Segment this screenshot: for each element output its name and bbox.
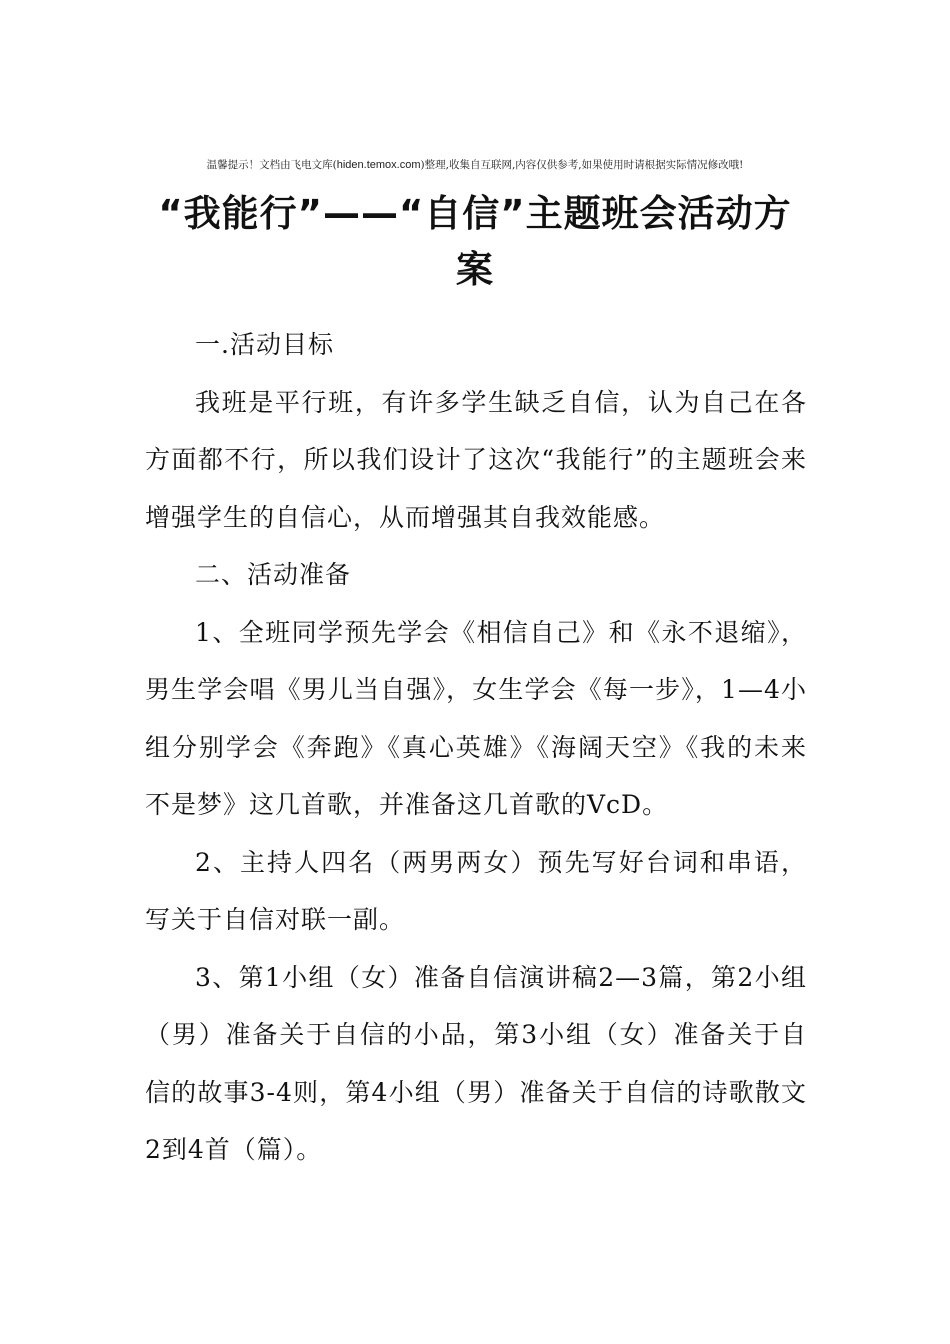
header-notice: [0, 157, 950, 172]
paragraph-goal: 我班是平行班，有许多学生缺乏自信，认为自己在各方面都不行，所以我们设计了这次“我能行”的主题班会来增强学生的自信心，从而增强其自我效能感。: [145, 387, 807, 532]
paragraph-prep-1: 1、全班同学预先学会《相信自己》和《永不退缩》，男生学会唱《男儿当自强》，女生学会《每一步》，1—4小组分别学会《奔跑》《真心英雄》《海阔天空》《我的未来不是梦》这几首歌，并准备这几首歌的VcD。: [145, 617, 807, 819]
section-heading-goal: 一.活动目标: [195, 330, 334, 359]
notice-suffix: )整理,收集自互联网,内容仅供参考,如果使用时请根据实际情况修改哦!: [420, 159, 744, 171]
document-title: “我能行”——“自信”主题班会活动方案: [158, 192, 792, 291]
paragraph-prep-3: 3、第1小组（女）准备自信演讲稿2—3篇，第2小组（男）准备关于自信的小品，第3小组（女）准备关于自信的故事3-4则，第4小组（男）准备关于自信的诗歌散文2到4首（篇）。: [145, 962, 807, 1164]
document-body: [145, 316, 807, 1179]
notice-prefix: 温馨提示！文档由飞电文库(: [206, 159, 337, 171]
notice-domain: hiden.temox.com: [336, 159, 421, 171]
paragraph-prep-2: 2、主持人四名（两男两女）预先写好台词和串语，写关于自信对联一副。: [145, 847, 807, 934]
section-heading-preparation: 二、活动准备: [195, 560, 352, 589]
